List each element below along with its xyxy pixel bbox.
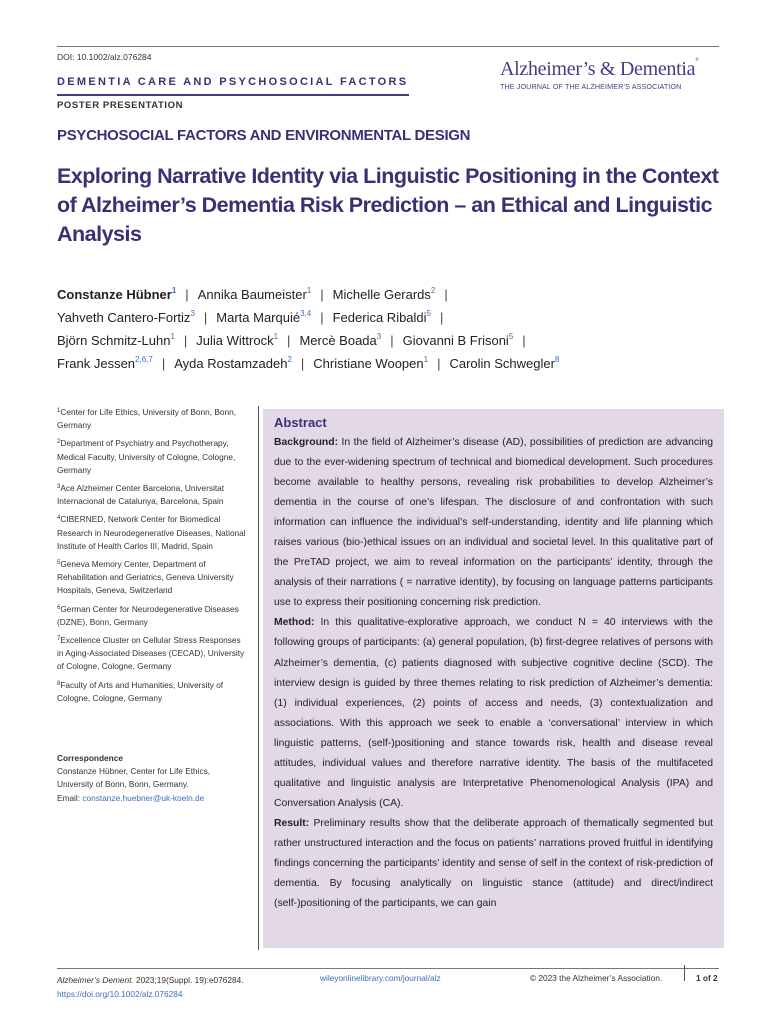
affiliation-item: $^5$Geneva Memory Center, Department of Rehabilitation and Geriatrics, Geneva University Hospitals, Geneva, Switzerland <box>57 559 234 596</box>
affiliation-ref[interactable]: 2 <box>287 355 292 364</box>
affiliation-ref[interactable]: 5 <box>508 332 514 341</box>
correspondence-heading: Correspondence <box>57 753 123 763</box>
doi-link[interactable]: https://doi.org/10.1002/alz.076284 <box>57 989 183 999</box>
author-name: Federica Ribaldi$^5$ <box>332 309 431 325</box>
category-heading: PSYCHOSOCIAL FACTORS AND ENVIRONMENTAL DESIGN <box>57 127 471 144</box>
author-separator: | <box>183 333 188 348</box>
author-separator: | <box>440 310 444 325</box>
page-number: 1 of 2 <box>696 973 718 983</box>
article-type: POSTER PRESENTATION <box>57 100 184 111</box>
affiliation-ref[interactable]: 1 <box>306 286 312 295</box>
affiliation-ref[interactable]: 1 <box>273 332 279 341</box>
author-name: Björn Schmitz-Luhn$^1$ <box>57 332 175 348</box>
author-separator: | <box>444 287 448 302</box>
author-name: Yahveth Cantero-Fortiz$^3$ <box>57 309 195 325</box>
author-name: Carolin Schwegler$^8$ <box>449 355 560 371</box>
journal-site-link[interactable]: wileyonlinelibrary.com/journal/alz <box>320 973 441 983</box>
correspondence-line: University of Bonn, Bonn, Germany. <box>57 779 189 790</box>
column-divider <box>258 406 259 950</box>
correspondence-email-row: Email: constanze.huebner@uk-koeln.de <box>57 792 205 803</box>
abstract-section-label: Background: <box>274 437 339 448</box>
author-separator: | <box>185 287 189 302</box>
journal-logo <box>500 58 720 91</box>
author-name: Frank Jessen$^{2,6,7}$ <box>57 355 153 371</box>
abstract-section-label: Result: <box>274 817 310 829</box>
author-name: Constanze Hübner$^1$ <box>57 286 177 302</box>
abstract-body <box>274 433 713 914</box>
affiliation-ref[interactable]: 2,6,7 <box>135 355 153 364</box>
affiliation-ref[interactable]: 2 <box>430 286 436 295</box>
abstract-section: Method: In this qualitative-explorative approach, we conduct N = 40 interviews with the following groups of participants: (a) general population, (b) first-degree relatives of persons with Alzheimer’s dementia, (c) patients diagnosed with subjective cognitive decline (SCD). The interview design is guided by three themes relating to risk prediction of Alzheimer’s dementia: (1) individual experiences, (2) points of access and needs, (3) contextualization and associations. With this approach we seek to enable a ‘conversational’ interview in which linguistic patterns, (self-)positioning and stance towards risk, health and disease reveal attitudes, individual values and therefore narrative identity. The basis of the multifaceted qualitative and linguistic analysis are Interpretative Phenomenological Analysis (IPA) and Conversation Analysis (CA). <box>274 617 713 809</box>
abstract-heading: Abstract <box>274 415 327 430</box>
copyright: © 2023 the Alzheimer’s Association. <box>530 973 663 983</box>
author-name: Christiane Woopen$^1$ <box>313 355 429 371</box>
abstract-section-label: Method: <box>274 617 315 629</box>
footer-rule <box>57 968 719 969</box>
email-link[interactable]: constanze.huebner@uk-koeln.de <box>82 792 205 803</box>
author-separator: | <box>161 356 166 371</box>
affiliation-item: $^6$German Center for Neurodegenerative Diseases (DZNE), Bonn, Germany <box>57 603 239 627</box>
author-name: Julia Wittrock$^1$ <box>196 332 279 348</box>
affiliation-ref[interactable]: 5 <box>426 309 431 318</box>
affiliation-list <box>57 406 247 710</box>
affiliation-ref[interactable]: 1 <box>170 332 175 341</box>
abstract-section: Result: Preliminary results show that the deliberate approach of thematically segmented but rather unstructured interaction and the focus on patients’ narrations proved fruitful in identifying findings concerning the participants’ identity and sense of self in the context of risk-prediction of dementia. By focusing analytically on linguistic stance (attitude) and direct/indirect (self-)positioning of the participants, we can gain <box>274 817 713 910</box>
correspondence <box>57 752 257 805</box>
affiliation-ref[interactable]: 3,4 <box>300 309 312 318</box>
author-separator: | <box>320 287 324 302</box>
section-heading: DEMENTIA CARE AND PSYCHOSOCIAL FACTORS <box>57 76 409 88</box>
author-name: Ayda Rostamzadeh$^2$ <box>174 355 292 371</box>
author-separator: | <box>320 310 324 325</box>
author-name: Marta Marquié$^{3,4}$ <box>216 309 312 325</box>
affiliation-item: $^3$Ace Alzheimer Center Barcelona, Universitat Internacional de Catalunya, Barcelona, Spain <box>57 483 225 507</box>
journal-logo-name: Alzheimer’s & Dementia® <box>500 58 699 80</box>
author-name: Mercè Boada$^3$ <box>299 332 382 348</box>
author-separator: | <box>300 356 305 371</box>
author-separator: | <box>203 310 208 325</box>
author-separator: | <box>437 356 441 371</box>
section-rule <box>57 94 409 96</box>
affiliation-item: $^2$Department of Psychiatry and Psychotherapy, Medical Faculty, University of Cologne, Cologne, Germany <box>57 438 236 475</box>
affiliation-item: $^7$Excellence Cluster on Cellular Stress Responses in Aging-Associated Diseases (CECAD), University of Cologne, Cologne, Germany <box>57 635 245 672</box>
footer-divider <box>684 965 685 981</box>
author-separator: | <box>522 333 526 348</box>
author-separator: | <box>287 333 291 348</box>
author-name: Giovanni B Frisoni$^5$ <box>402 332 514 348</box>
article-title: Exploring Narrative Identity via Linguistic Positioning in the Context of Alzheimer’s Dementia Risk Prediction – an Ethical and Linguistic Analysis <box>57 164 719 246</box>
affiliation-item: $^1$Center for Life Ethics, University of Bonn, Bonn, Germany <box>57 407 237 431</box>
affiliation-ref[interactable]: 3 <box>376 332 382 341</box>
author-name: Annika Baumeister$^1$ <box>197 286 312 302</box>
abstract-box <box>263 409 724 948</box>
abstract-section: Background: In the field of Alzheimer’s disease (AD), possibilities of prediction are advancing due to the ever-widening spectrum of technical and biomedical development. Such procedures become available to healthy persons, revealing risk probabilities to develop Alzheimer’s dementia in the course of one’s lifespan. The disclosure of and confrontation with such information can influence the individual’s self-understanding, identity and life planning which raises various (bio-)ethical issues on an individual and societal level. In this qualitative part of the PreTAD project, we aim to reveal information on the participants’ identity, through the analysis of their narrations ( = narrative identity), by focusing on language patterns participants use to express their positioning concerning risk prediction. <box>274 437 713 609</box>
author-name: Michelle Gerards$^2$ <box>332 286 436 302</box>
author-separator: | <box>390 333 394 348</box>
affiliation-item: $^8$Faculty of Arts and Humanities, University of Cologne, Cologne, Germany <box>57 679 224 703</box>
author-list <box>57 283 737 375</box>
correspondence-line: Constanze Hübner, Center for Life Ethics, <box>57 766 211 777</box>
affiliation-ref[interactable]: 1 <box>171 286 177 295</box>
top-rule <box>57 46 719 47</box>
affiliation-ref[interactable]: 3 <box>190 309 195 318</box>
journal-logo-subtitle: THE JOURNAL OF THE ALZHEIMER’S ASSOCIATION <box>500 82 682 91</box>
affiliation-ref[interactable]: 8 <box>554 355 560 364</box>
affiliation-ref[interactable]: 1 <box>423 355 429 364</box>
footer-citation: Alzheimer’s Dement. 2023;19(Suppl. 19):e076284. https://doi.org/10.1002/alz.076284 <box>57 975 244 999</box>
doi: DOI: 10.1002/alz.076284 <box>57 52 152 62</box>
affiliation-item: $^4$CIBERNED, Network Center for Biomedical Research in Neurodegenerative Diseases, National Institute of Health Carlos III, Madrid, Spain <box>57 514 246 551</box>
